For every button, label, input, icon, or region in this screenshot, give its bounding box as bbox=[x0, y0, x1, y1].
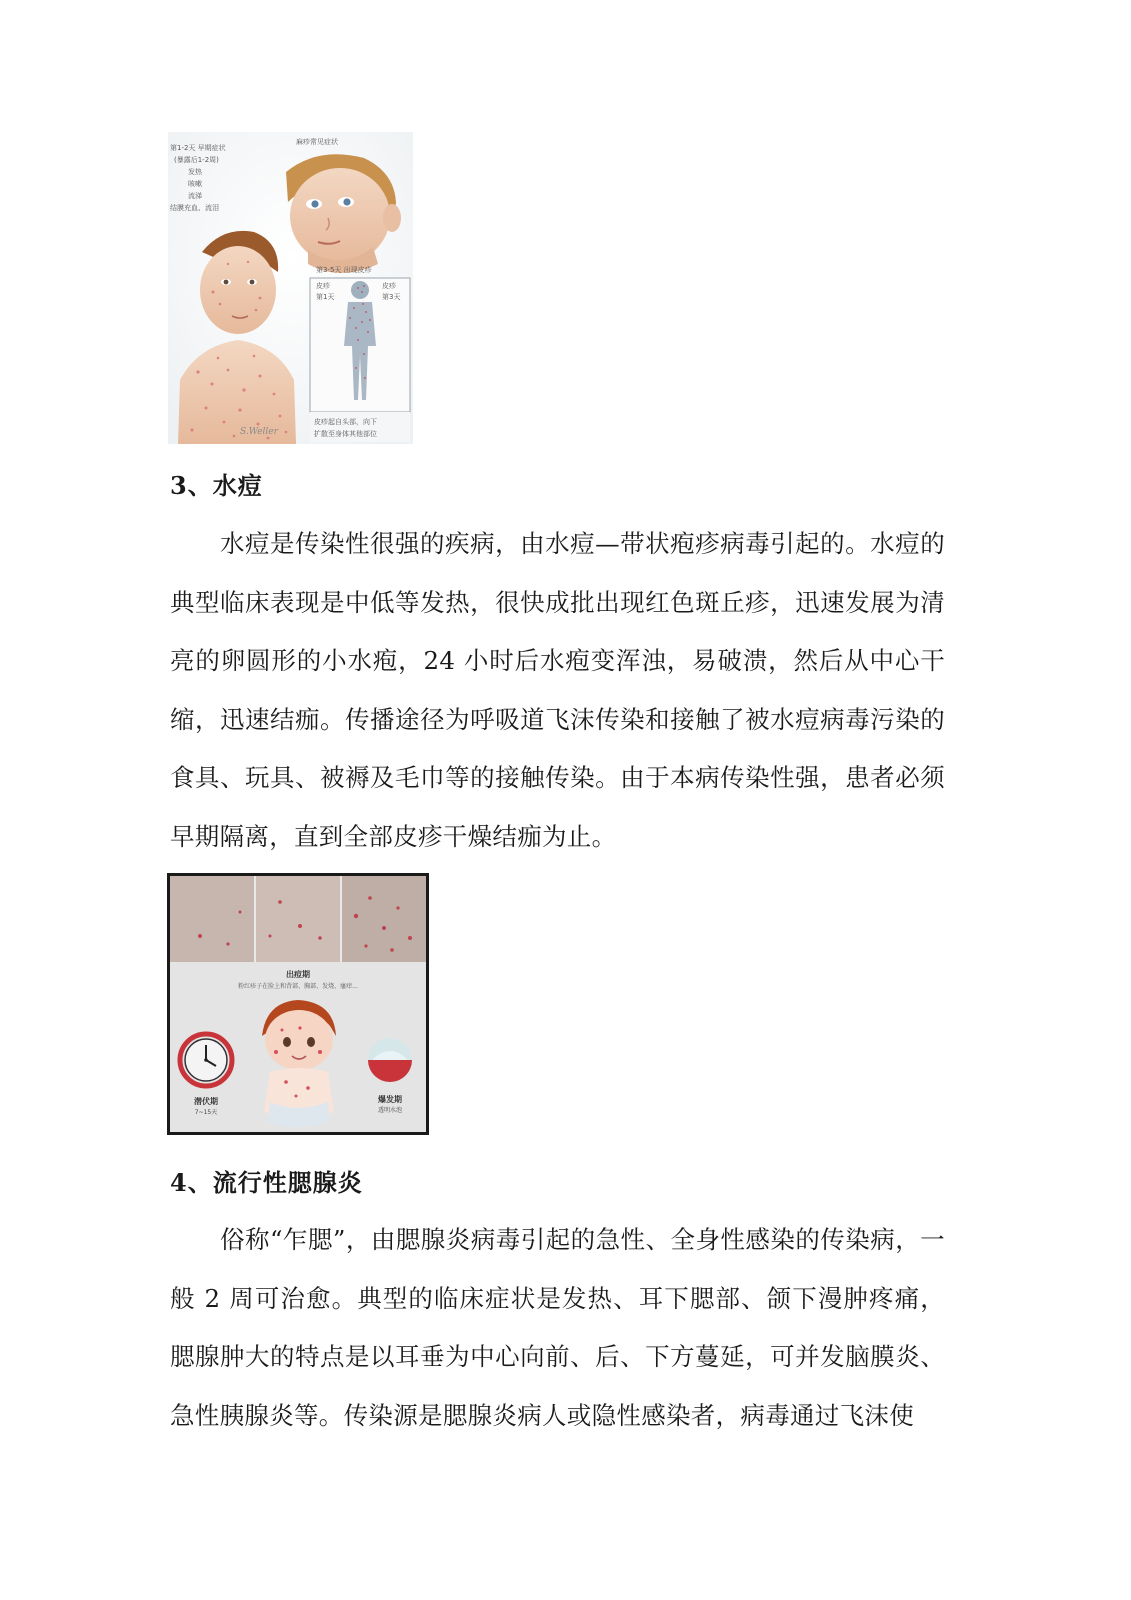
rash-stage-title: 第3-5天 出现皮疹 bbox=[316, 266, 372, 274]
illustration-signature: S.Weller bbox=[240, 427, 278, 437]
chickenpox-illustration-art bbox=[170, 876, 426, 1132]
section-3-heading: 3、水痘 bbox=[170, 471, 263, 500]
outbreak-desc: 透明水泡 bbox=[377, 1107, 403, 1114]
early-symptoms-title: 第1-2天 早期症状 bbox=[170, 144, 226, 152]
stage-title: 出痘期 bbox=[286, 970, 310, 979]
early-symptom-1: 发热 bbox=[188, 168, 202, 176]
section-4-paragraph: 俗称“乍腮”，由腮腺炎病毒引起的急性、全身性感染的传染病，一般 2 周可治愈。典型的临床症状是发热、耳下腮部、颌下漫肿疼痛，腮腺肿大的特点是以耳垂为中心向前、后、下方蔓延，可并发脑膜炎、急性胰腺炎等。传染源是腮腺炎病人或隐性感染者，病毒通过飞沫使 bbox=[170, 1225, 945, 1430]
measles-illustration-art bbox=[168, 132, 413, 444]
early-symptom-4: 结膜充血、流泪 bbox=[170, 204, 219, 212]
rash-caption-line2: 扩散至身体其他部位 bbox=[314, 430, 377, 438]
skin-photos-strip bbox=[170, 876, 426, 962]
skin-photo-2 bbox=[256, 876, 340, 962]
rash-day3-label-a: 皮疹 bbox=[382, 282, 396, 290]
stage-subtitle: 粉红疹子在脸上和背部、胸部、发烧、瘙痒... bbox=[238, 983, 358, 990]
incubation-title: 潜伏期 bbox=[194, 1097, 218, 1106]
common-symptoms-title: 麻疹常见症状 bbox=[296, 138, 338, 146]
chickenpox-illustration bbox=[167, 873, 429, 1135]
section-3-paragraph: 水痘是传染性很强的疾病，由水痘—带状疱疹病毒引起的。水痘的典型临床表现是中低等发热，很快成批出现红色斑丘疹，迅速发展为清亮的卵圆形的小水疱，24 小时后水疱变浑浊，易破溃，然后从中心干缩，迅速结痂。传播途径为呼吸道飞沫传染和接触了被水痘病毒污染的食具、玩具、被褥及毛巾等的接触传染。由于本病传染性强，患者必须早期隔离，直到全部皮疹干燥结痂为止。 bbox=[170, 529, 945, 851]
early-symptom-3: 流涕 bbox=[188, 192, 202, 200]
rash-day1-label-b: 第1天 bbox=[316, 293, 335, 301]
skin-photo-3 bbox=[342, 876, 426, 962]
clock-icon bbox=[180, 1034, 232, 1086]
blister-icon bbox=[368, 1038, 412, 1082]
skin-photo-1 bbox=[170, 876, 254, 962]
rash-caption-line1: 皮疹起自头部，向下 bbox=[314, 418, 377, 426]
early-symptoms-sub: (暴露后1-2周) bbox=[174, 156, 219, 164]
early-symptom-2: 咳嗽 bbox=[188, 180, 202, 188]
incubation-days: 7~15天 bbox=[194, 1109, 218, 1116]
outbreak-title: 爆发期 bbox=[378, 1095, 402, 1104]
measles-illustration bbox=[168, 132, 413, 444]
rash-day3-label-b: 第3天 bbox=[382, 293, 401, 301]
rash-day1-label-a: 皮疹 bbox=[316, 282, 330, 290]
section-4-heading: 4、流行性腮腺炎 bbox=[170, 1168, 363, 1197]
